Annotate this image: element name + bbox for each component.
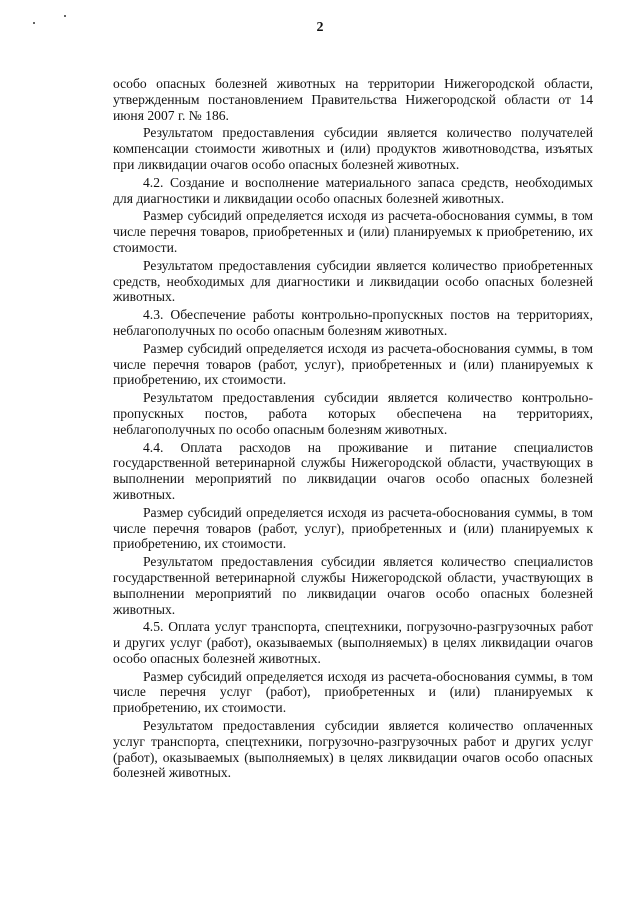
paragraph: 4.3. Обеспечение работы контрольно-пропускных постов на территориях, неблагополучных по особо опасным болезням животных. <box>113 307 593 338</box>
paragraph: Результатом предоставления субсидии является количество контрольно-пропускных постов, работа которых обеспечена на территориях, неблагополучных по особо опасным болезням животных. <box>113 390 593 437</box>
paragraph: 4.2. Создание и восполнение материального запаса средств, необходимых для диагностики и ликвидации особо опасных болезней животных. <box>113 174 593 206</box>
page-number: 2 <box>316 20 324 35</box>
scan-speck <box>64 15 66 17</box>
paragraph: Размер субсидий определяется исходя из расчета-обоснования суммы, в том числе перечня товаров (работ, услуг), приобретенных и (или) планируемых к приобретению, их стоимости. <box>113 340 593 388</box>
paragraph: Размер субсидий определяется исходя из расчета-обоснования суммы, в том числе перечня товаров, приобретенных и (или) планируемых к приобретению, их стоимости. <box>113 208 593 255</box>
paragraph: Размер субсидий определяется исходя из расчета-обоснования суммы, в том числе перечня товаров (работ, услуг), приобретенных и (или) планируемых к приобретению, их стоимости. <box>113 504 593 552</box>
paragraph: 4.4. Оплата расходов на проживание и питание специалистов государственной ветеринарной службы Нижегородской области, участвующих в выполнении мероприятий по ликвидации очагов особо опасных болезней животных. <box>113 439 593 502</box>
paragraph: Результатом предоставления субсидии является количество получателей компенсации стоимости животных и (или) продуктов животноводства, изъятых при ликвидации очагов особо опасных болезней животных. <box>113 125 593 172</box>
paragraph: 4.5. Оплата услуг транспорта, спецтехники, погрузочно-разгрузочных работ и других услуг (работ), оказываемых (выполняемых) в целях ликвидации очагов особо опасных болезней животных. <box>113 619 593 666</box>
document-body <box>113 76 593 783</box>
paragraph: Результатом предоставления субсидии является количество специалистов государственной ветеринарной службы Нижегородской области, участвующих в выполнении мероприятий по ликвидации очагов особо опасных болезней животных. <box>113 554 593 617</box>
paragraph: Результатом предоставления субсидии является количество оплаченных услуг транспорта, спецтехники, погрузочно-разгрузочных работ и других услуг (работ), оказываемых (выполняемых) в целях ликвидации очагов особо опасных болезней животных. <box>113 718 593 781</box>
paragraph: Результатом предоставления субсидии является количество приобретенных средств, необходимых для диагностики и ликвидации особо опасных болезней животных. <box>113 257 593 305</box>
paragraph: Размер субсидий определяется исходя из расчета-обоснования суммы, в том числе перечня услуг (работ), приобретенных и (или) планируемых к приобретению, их стоимости. <box>113 668 593 716</box>
paragraph: особо опасных болезней животных на территории Нижегородской области, утвержденным постановлением Правительства Нижегородской области от 14 июня 2007 г. № 186. <box>113 76 593 123</box>
